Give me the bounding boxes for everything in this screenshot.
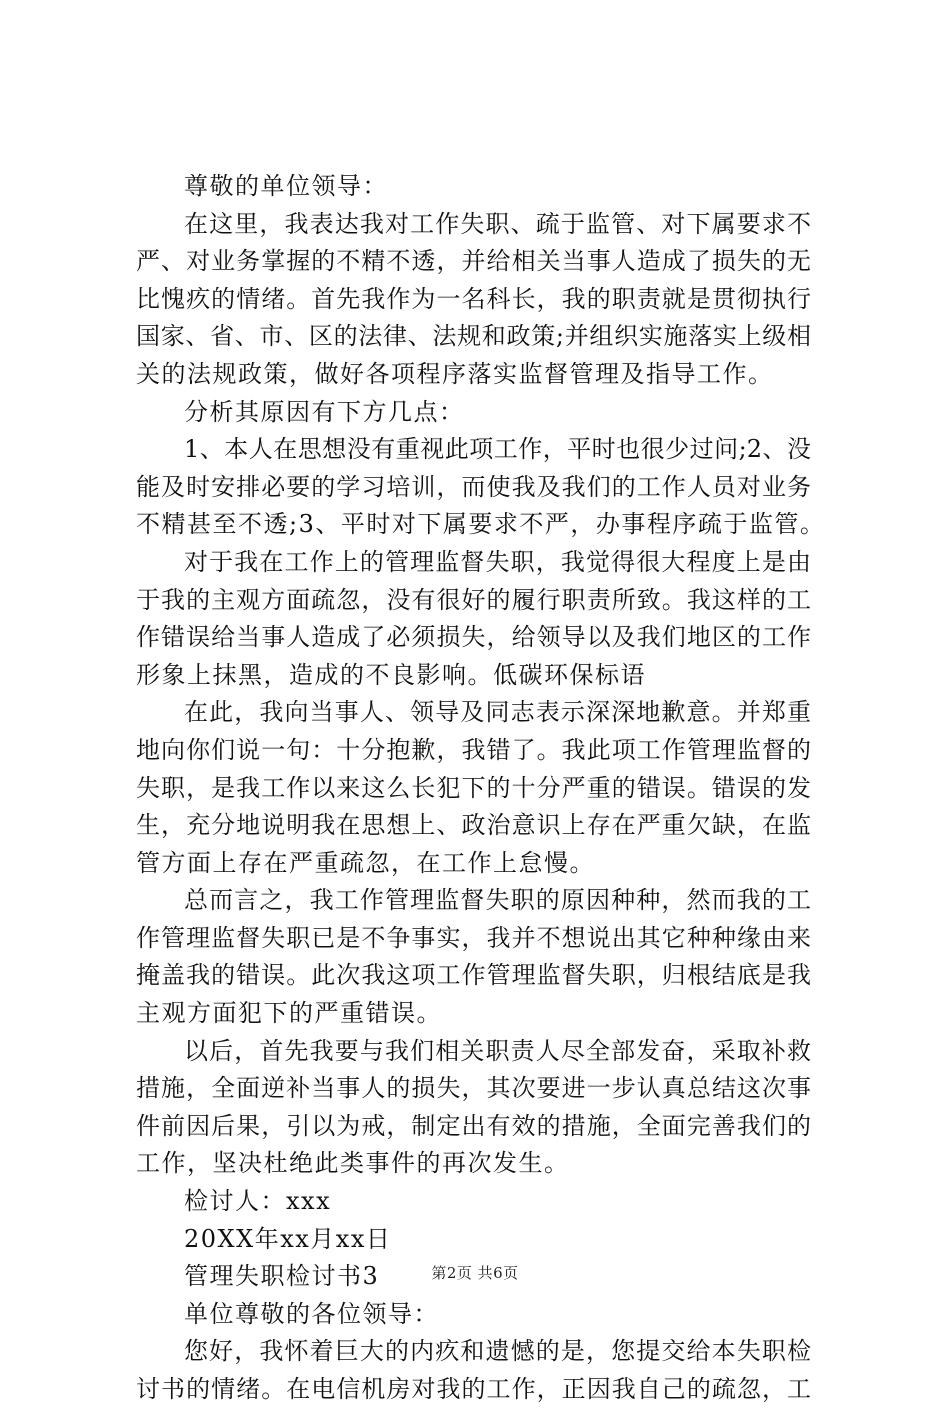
text-line: 严、对业务掌握的不精不透，并给相关当事人造成了损失的无 xyxy=(136,247,811,276)
text-line: 分析其原因有下方几点： xyxy=(184,397,465,426)
text-line: 关的法规政策，做好各项程序落实监督管理及指导工作。 xyxy=(136,359,774,388)
text-line: 工作，坚决杜绝此类事件的再次发生。 xyxy=(136,1149,570,1178)
text-line: 失职，是我工作以来这么长犯下的十分严重的错误。错误的发 xyxy=(136,773,811,802)
text-line: 总而言之，我工作管理监督失职的原因种种，然而我的工 xyxy=(184,886,811,915)
text-line: 比愧疚的情绪。首先我作为一名科长，我的职责就是贯彻执行 xyxy=(136,284,811,313)
text-line: 管理失职检讨书3 xyxy=(184,1262,380,1291)
text-line: 主观方面犯下的严重错误。 xyxy=(136,999,442,1028)
text-line: 单位尊敬的各位领导： xyxy=(184,1299,439,1328)
text-line: 以后，首先我要与我们相关职责人尽全部发奋，采取补救 xyxy=(184,1036,811,1065)
text-line: 20XX年xx月xx日 xyxy=(184,1224,392,1253)
text-line: 不精甚至不透;3、平时对下属要求不严，办事程序疏于监管。 xyxy=(136,510,826,539)
text-line: 管方面上存在严重疏忽，在工作上怠慢。 xyxy=(136,848,595,877)
text-line: 1、本人在思想没有重视此项工作，平时也很少过问;2、没 xyxy=(184,435,811,464)
text-line: 您好，我怀着巨大的内疚和遗憾的是，您提交给本失职检 xyxy=(184,1337,811,1366)
text-line: 国家、省、市、区的法律、法规和政策;并组织实施落实上级相 xyxy=(136,322,811,351)
text-line: 能及时安排必要的学习培训，而使我及我们的工作人员对业务 xyxy=(136,472,811,501)
document-body xyxy=(136,168,826,1409)
text-line: 件前因后果，引以为戒，制定出有效的措施，全面完善我们的 xyxy=(136,1111,811,1140)
page-footer: 第2页 共6页 xyxy=(431,1264,519,1282)
text-line: 生，充分地说明我在思想上、政治意识上存在严重欠缺，在监 xyxy=(136,811,811,840)
text-line: 在此，我向当事人、领导及同志表示深深地歉意。并郑重 xyxy=(184,698,811,727)
text-line: 掩盖我的错误。此次我这项工作管理监督失职，归根结底是我 xyxy=(136,961,811,990)
text-line: 措施，全面逆补当事人的损失，其次要进一步认真总结这次事 xyxy=(136,1074,811,1103)
text-line: 于我的主观方面疏忽，没有很好的履行职责所致。我这样的工 xyxy=(136,585,811,614)
text-line: 地向你们说一句：十分抱歉，我错了。我此项工作管理监督的 xyxy=(136,735,811,764)
text-line: 对于我在工作上的管理监督失职，我觉得很大程度上是由 xyxy=(184,547,811,576)
text-line: 检讨人：xxx xyxy=(184,1187,332,1216)
text-line: 尊敬的单位领导： xyxy=(184,172,388,200)
text-line: 讨书的情绪。在电信机房对我的工作，正因我自己的疏忽，工 xyxy=(136,1375,811,1403)
text-line: 形象上抹黑，造成的不良影响。低碳环保标语 xyxy=(136,660,646,689)
text-line: 作错误给当事人造成了必须损失，给领导以及我们地区的工作 xyxy=(136,623,811,652)
text-line: 在这里，我表达我对工作失职、疏于监管、对下属要求不 xyxy=(184,209,811,238)
text-line: 作管理监督失职已是不争事实，我并不想说出其它种种缘由来 xyxy=(136,923,811,952)
